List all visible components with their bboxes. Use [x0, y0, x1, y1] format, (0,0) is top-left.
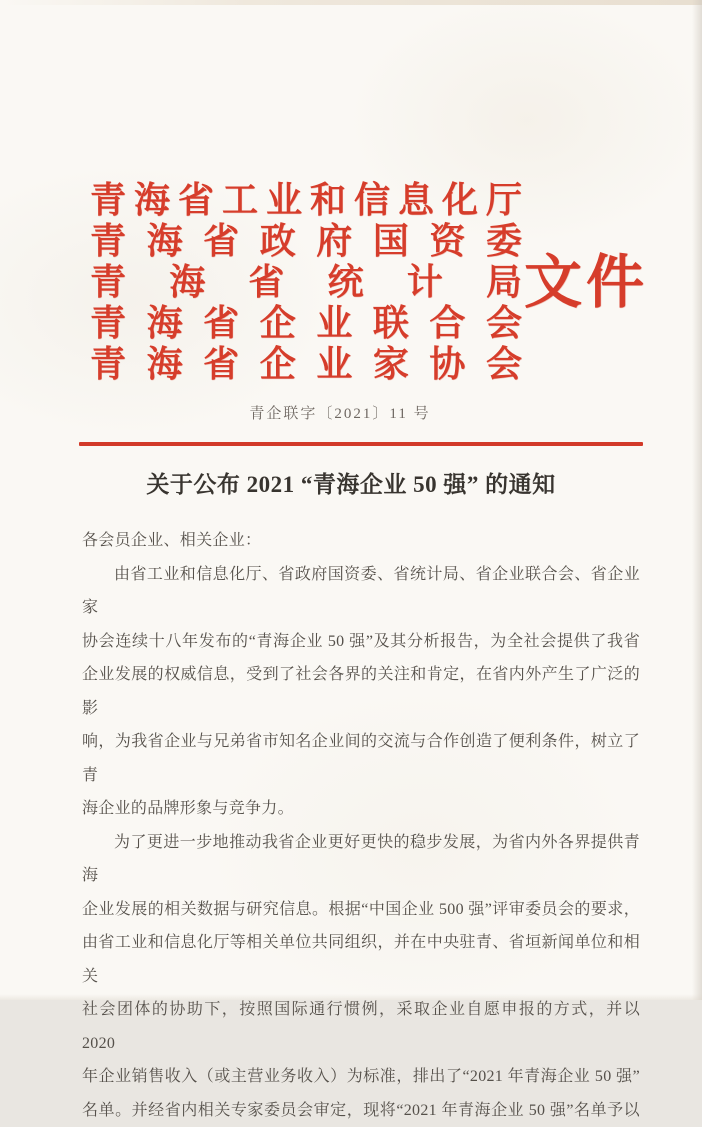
salutation: 各会员企业、相关企业：: [82, 524, 640, 558]
org-name-line: 青海省统计局: [90, 262, 522, 303]
body-line: 企业发展的权威信息，受到了社会各界的关注和肯定，在省内外产生了广泛的影: [82, 658, 640, 725]
body-line: 协会连续十八年发布的“青海企业 50 强”及其分析报告，为全社会提供了我省: [82, 625, 640, 659]
org-name-line: 青海省工业和信息化厅: [90, 180, 522, 221]
body-line: 由省工业和信息化厅、省政府国资委、省统计局、省企业联合会、省企业家: [82, 558, 640, 625]
red-divider-line: [79, 442, 643, 446]
paragraph-1: [82, 558, 640, 826]
body-line: 年企业销售收入（或主营业务收入）为标准，排出了“2021 年青海企业 50 强”: [82, 1060, 640, 1094]
body-line: 名单。并经省内相关专家委员会审定，现将“2021 年青海企业 50 强”名单予以: [82, 1094, 640, 1127]
body-line: 响，为我省企业与兄弟省市知名企业间的交流与合作创造了便利条件，树立了青: [82, 725, 640, 792]
body-line: 为了更进一步地推动我省企业更好更快的稳步发展，为省内外各界提供青海: [82, 826, 640, 893]
paragraph-2: [82, 826, 640, 1127]
doc-type-label: 文件: [524, 254, 648, 312]
org-name-line: 青海省政府国资委: [90, 221, 522, 262]
org-name-line: 青海省企业联合会: [90, 303, 522, 344]
letterhead-org-names: [90, 180, 522, 385]
scan-edge-right: [692, 0, 702, 1000]
org-name-line: 青海省企业家协会: [90, 344, 522, 385]
body-line: 海企业的品牌形象与竞争力。: [82, 792, 640, 826]
page-title: 关于公布 2021 “青海企业 50 强” 的通知: [0, 466, 702, 499]
scan-edge-top: [0, 0, 702, 5]
body-line: 企业发展的相关数据与研究信息。根据“中国企业 500 强”评审委员会的要求，: [82, 893, 640, 927]
body-line: 社会团体的协助下，按照国际通行惯例，采取企业自愿申报的方式，并以 2020: [82, 993, 640, 1060]
letterhead: [90, 180, 648, 385]
document-body: [82, 524, 640, 1127]
doc-number: 青企联字〔2021〕11 号: [0, 402, 680, 423]
body-line: 由省工业和信息化厅等相关单位共同组织，并在中央驻青、省垣新闻单位和相关: [82, 926, 640, 993]
